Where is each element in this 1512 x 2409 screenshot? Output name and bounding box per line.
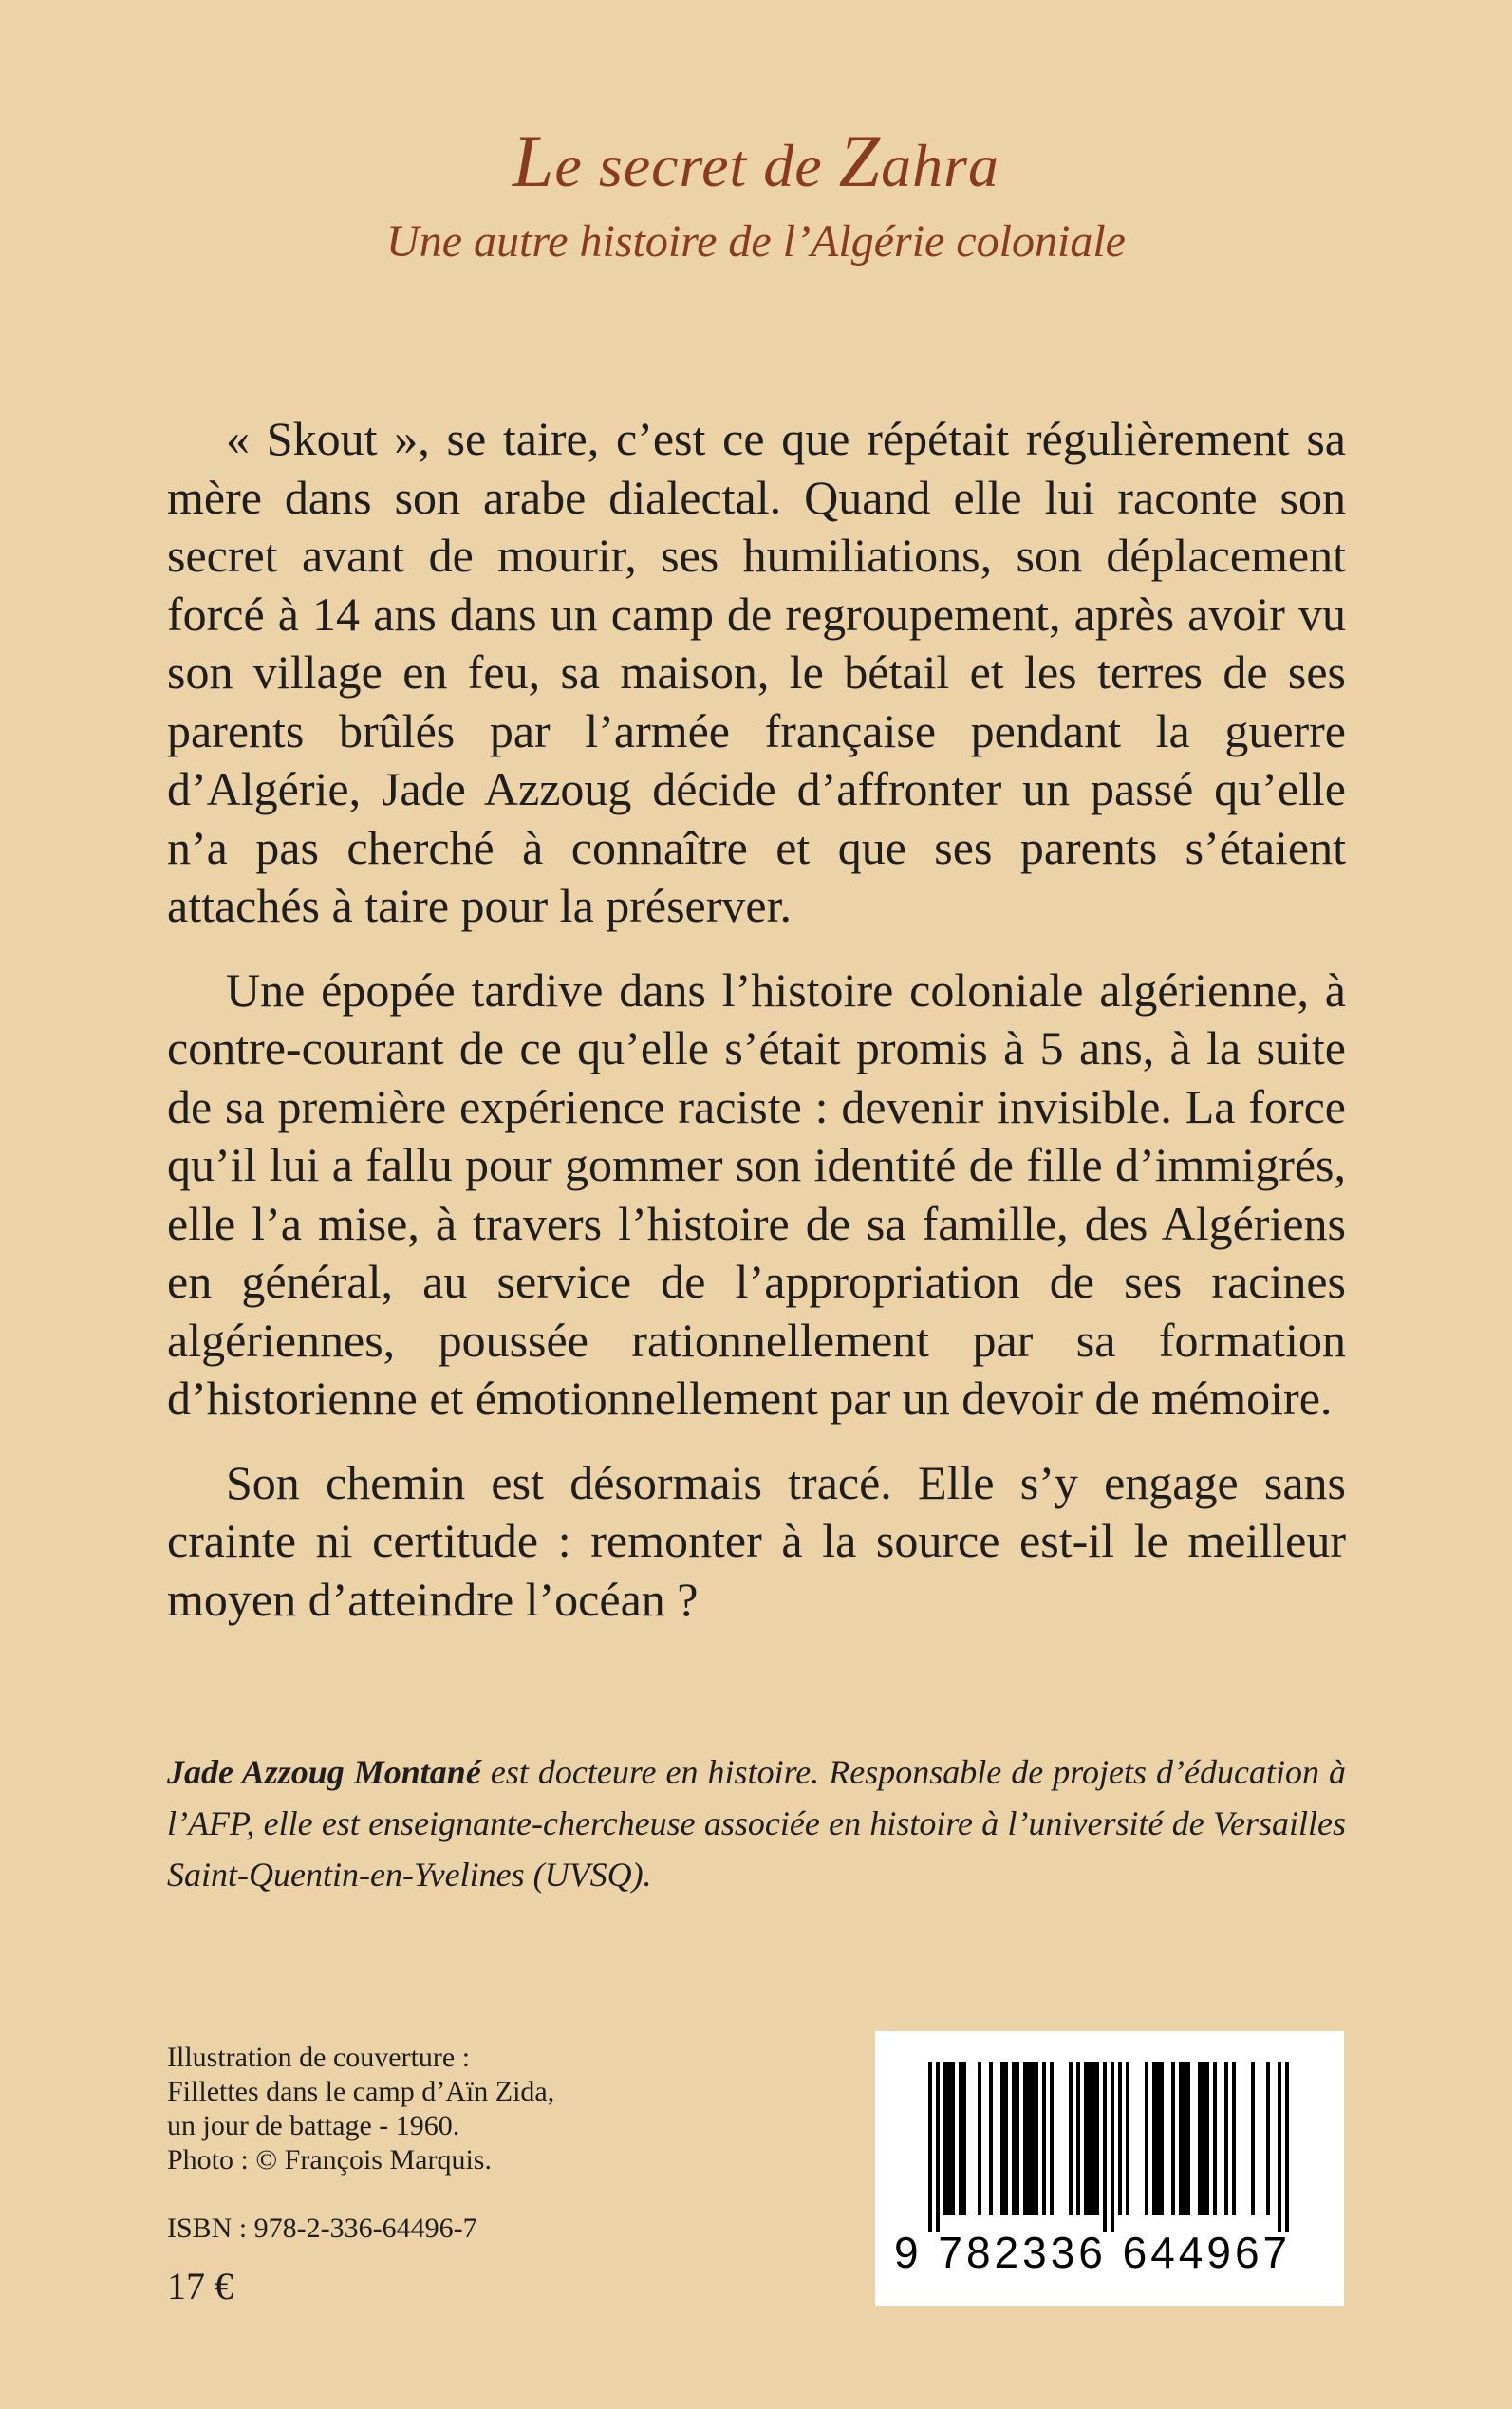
credit-line: un jour de battage - 1960. [167,2110,460,2141]
barcode-bar [1095,2062,1099,2215]
barcode-digits: 9 782336 644967 [894,2228,1292,2277]
barcode-bar [1012,2062,1016,2215]
barcode-bar [1224,2062,1228,2215]
barcode-bar [951,2062,955,2215]
barcode-bar [1111,2062,1114,2232]
barcode-bar [1232,2062,1236,2215]
barcode-bar [1198,2062,1202,2215]
blurb-paragraph-3: Son chemin est désormais tracé. Elle s’y engage sans crainte ni certitude : remonter à la source est-il le meilleur moyen d’atteindre l’océan ? [167,1455,1346,1626]
barcode-bar [936,2062,940,2232]
credit-line: Fillettes dans le camp d’Aïn Zida, [167,2076,555,2107]
blurb [167,410,1346,1654]
barcode-bar [928,2062,932,2232]
barcode-bar [1027,2062,1031,2215]
barcode-bar [1088,2062,1092,2215]
barcode-bar [1285,2062,1289,2232]
blurb-paragraph-2: Une épopée tardive dans l’histoire coloniale algérienne, à contre-courant de ce qu’elle s’était promis à 5 ans, à la suite de sa première expérience raciste : devenir invisible. La force qu’il lui a fallu pour gommer son identité de fille d’immigrés, elle l’a mise, à travers l’histoire de sa famille, des Algériens en général, au service de l’appropriation de ses racines algériennes, poussée rationnellement par sa formation d’historienne et émotionnellement par un devoir de mémoire. [167,962,1346,1425]
barcode-bar [1076,2062,1080,2215]
barcode-bar [1179,2062,1183,2215]
barcode-bar [1205,2062,1209,2215]
barcode-bar [1031,2062,1035,2215]
barcode-bar [1202,2062,1205,2215]
barcode-bar [1084,2062,1088,2215]
barcode-bar [1152,2062,1156,2215]
isbn: ISBN : 978-2-336-64496-7 [167,2213,477,2244]
book-subtitle: Une autre histoire de l’Algérie coloniale [386,216,1126,267]
barcode-bar [1126,2062,1129,2215]
barcode-bar [1103,2062,1107,2232]
barcode-bar [1156,2062,1160,2215]
barcode-bar [1183,2062,1186,2215]
book-title: Le secret de Zahra [513,120,999,202]
cover-credits [167,2041,699,2177]
barcode-bar [1278,2062,1281,2232]
barcode-bar [1004,2062,1008,2215]
barcode-bar [1118,2062,1122,2215]
price: 17 € [167,2265,233,2307]
barcode-bar [1186,2062,1190,2215]
barcode-bar [1000,2062,1004,2215]
barcode-bar [1171,2062,1175,2215]
credit-line: Illustration de couverture : [167,2042,471,2073]
author-bio-text: est docteure en histoire. Responsable de projets d’éducation à l’AFP, elle est enseignante-chercheuse associée en histoire à l’université de Versailles Saint-Quentin-en-Yvelines (UVSQ). [167,1753,1346,1894]
barcode-bar [1050,2062,1054,2215]
barcode-bar [1160,2062,1164,2215]
barcode-bar [1145,2062,1148,2215]
author-name: Jade Azzoug Montané [167,1753,481,1791]
barcode-bar [1266,2062,1270,2215]
barcode-bar [1035,2062,1038,2215]
barcode-bar [947,2062,951,2215]
barcode-bar [1069,2062,1073,2215]
barcode-bar [1023,2062,1027,2215]
barcode-bar [943,2062,947,2215]
barcode-bar [1042,2062,1046,2215]
barcode-bar [962,2062,966,2215]
title-block [0,120,1512,272]
barcode-bar [1251,2062,1255,2215]
barcode [875,2031,1344,2306]
barcode-bars [905,2062,1314,2232]
credit-line: Photo : © François Marquis. [167,2144,492,2176]
barcode-bar [1016,2062,1019,2215]
barcode-bar [989,2062,993,2215]
barcode-bar [1092,2062,1095,2215]
barcode-bar [1213,2062,1217,2215]
barcode-bar [978,2062,981,2215]
author-bio [167,1746,1346,1900]
blurb-paragraph-1: « Skout », se taire, c’est ce que répétait régulièrement sa mère dans son arabe dialectal. Quand elle lui raconte son secret avant de mourir, ses humiliations, son déplacement forcé à 14 ans dans un camp de regroupement, après avoir vu son village en feu, sa maison, le bétail et les terres de ses parents brûlés par l’armée française pendant la guerre d’Algérie, Jade Azzoug décide d’affronter un passé qu’elle n’a pas cherché à connaître et que ses parents s’étaient attachés à taire pour la préserver. [167,412,1346,932]
barcode-bar [959,2062,962,2215]
